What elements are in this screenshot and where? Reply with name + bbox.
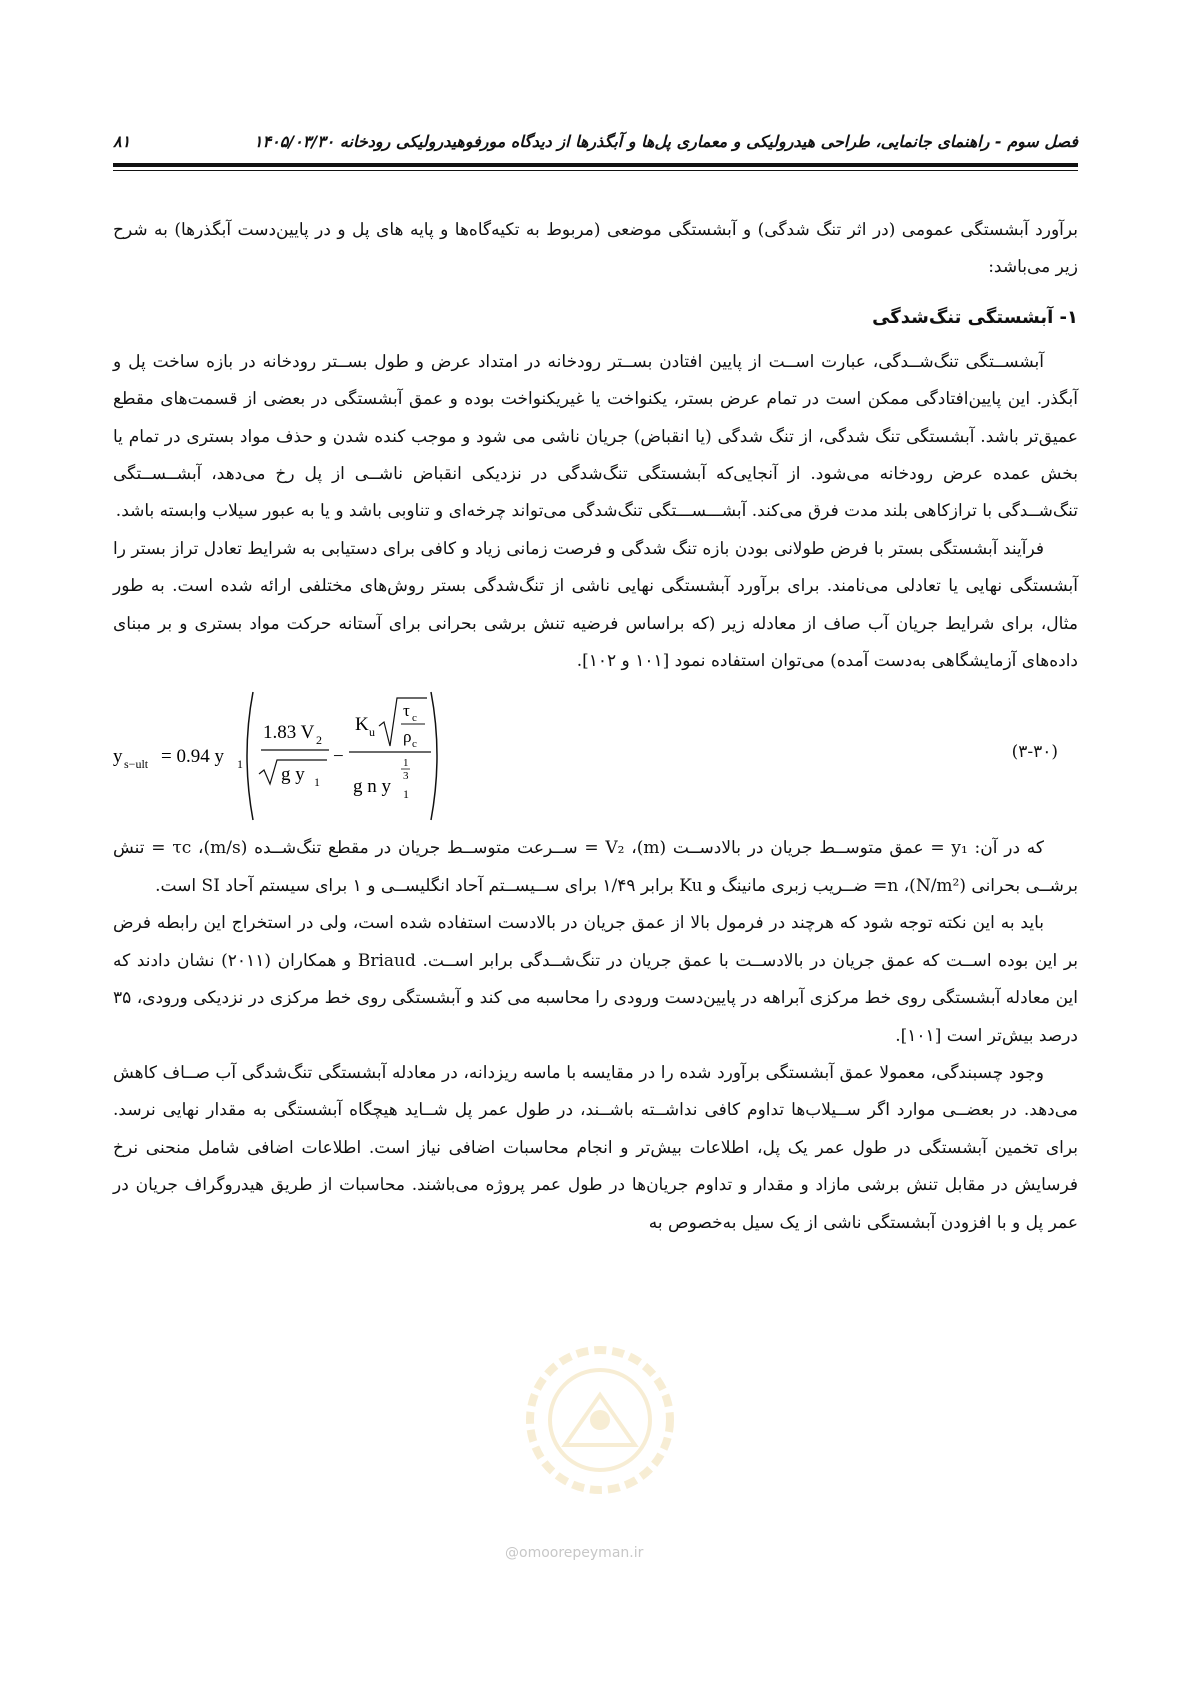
- page-number: ۸۱: [113, 132, 131, 151]
- equation-formula: [113, 680, 1078, 830]
- header-rule-thin: [113, 170, 1078, 171]
- eq-t1-den-sub: 1: [314, 775, 320, 790]
- paragraph-4: وجود چسبندگی، معمولا عمق آبشستگی برآورد شده را در مقایسه با ماسه ریزدانه، در معادله آبشستگی تنگ‌شدگی آب صــاف کاهش می‌دهد. در بعضــی موارد اگر ســیلاب‌ها تداوم کافی نداشــته باشــند، در طول عمر پل شــاید هیچگاه آبشستگی به مقدار نهایی نرسد. برای تخمین آبشستگی در طول عمر یک پل، اطلاعات بیش‌تر و انجام محاسبات اضافی نیاز است. اطلاعات اضافی شامل منحنی نرخ فرسایش در مقابل تنش برشی مازاد و مقدار و تداوم جریان‌ها در طول عمر پروژه می‌باشند. محاسبات از طریق هیدروگراف جریان در عمر پل و با افزودن آبشستگی ناشی از یک سیل به‌خصوص به: [113, 1062, 1078, 1233]
- eq-exp-den: 3: [403, 770, 409, 783]
- eq-coef: = 0.94 y: [161, 746, 224, 768]
- definitions-paragraph: که در آن: y₁ = عمق متوســط جریان در بالادســت (m)، V₂ = ســرعت متوســط جریان در مقطع تنگ‌شــده (m/s)، τc = تنش برشــی بحرانی (N/m²)، n= ضــریب زبری مانینگ و Ku برابر ۱/۴۹ برای ســیســتم آحاد انگلیســی و ۱ برای سیستم آحاد SI است.: [113, 838, 1078, 896]
- page-header: [113, 126, 1078, 166]
- eq-minus: −: [333, 746, 344, 768]
- eq-t2-num-sub: u: [369, 725, 375, 740]
- eq-t2-num: K: [355, 714, 369, 736]
- left-paren: [247, 692, 253, 820]
- equation-number: (۳-۳۰): [1011, 742, 1058, 763]
- eq-y1-sub: 1: [237, 757, 243, 772]
- eq-rho-sub: c: [412, 738, 417, 751]
- eq-t1-num-sub: 2: [316, 733, 322, 748]
- watermark-text: @omoorepeyman.ir: [505, 1545, 644, 1561]
- eq-t2-den: g n y: [353, 776, 391, 798]
- chapter-title: فصل سوم - راهنمای جانمایی، طراحی هیدرولیکی و معماری پل‌ها و آبگذرها از دیدگاه مورفوهیدرولیکی رودخانه ۱۴۰۵/۰۳/۳۰: [253, 132, 1078, 151]
- eq-t1-num: 1.83 V: [263, 722, 315, 744]
- eq-tau-sub: c: [412, 712, 417, 725]
- paragraph-2: فرآیند آبشستگی بستر با فرض طولانی بودن بازه تنگ شدگی و فرصت زمانی زیاد و کافی برای دستیابی به شرایط تعادل تراز بستر را آبشستگی نهایی یا تعادلی می‌نامند. برای برآورد آبشستگی نهایی ناشی از تنگ‌شدگی بستر روش‌های مختلفی ارائه شده است. به طور مثال، برای شرایط جریان آب صاف از معادله زیر (که براساس فرضیه تنش برشی بحرانی برای آستانه حرکت مواد بستری و بر مبنای داده‌های آزمایشگاهی به‌دست آمده) می‌توان استفاده نمود [۱۰۱ و ۱۰۲].: [113, 538, 1078, 672]
- eq-t2-den-sub: 1: [403, 787, 409, 802]
- eq-lhs: y: [113, 746, 123, 768]
- paragraph-1: آبشســتگی تنگ‌شــدگی، عبارت اســت از پایین افتادن بســتر رودخانه در امتداد عرض و طول بســتر رودخانه در بازه ساخت پل و آبگذر. این پایین‌افتادگی ممکن است در تمام عرض بستر، یکنواخت یا غیریکنواخت بوده و عمق آبشستگی در بعضی از قسمت‌های مقطع عمیق‌تر باشد. آبشستگی تنگ شدگی، از تنگ شدگی (یا انقباض) جریان ناشی می شود و موجب کنده شدن و حذف مواد بستری در تمام یا بخش عمده عرض رودخانه می‌شود. از آنجایی‌که آبشستگی تنگ‌شدگی در نزدیکی انقباض ناشــی از پل رخ می‌دهد، آبشــســتگی تنگ‌شــدگی با ترازکاهی بلند مدت فرق می‌کند. آبشـــســـتگی تنگ‌شدگی می‌تواند چرخه‌ای و تناوبی باشد و یا به عبور سیلاب وابسته باشد.: [113, 351, 1078, 522]
- body-text: [113, 212, 1078, 1242]
- eq-tau: τ: [403, 701, 410, 721]
- eq-exp-num: 1: [403, 757, 409, 770]
- paragraph-3: باید به این نکته توجه شود که هرچند در فرمول بالا از عمق جریان در بالادست استفاده شده است، ولی در استخراج این رابطه فرض بر این بوده اســت که عمق جریان در بالادســت با عمق جریان در تنگ‌شــدگی برابر اســت. Briaud و همکاران (۲۰۱۱) نشان دادند که این معادله آبشستگی روی خط مرکزی آبراهه در پایین‌دست ورودی را محاسبه می کند و آبشستگی روی خط مرکزی در نزدیکی ورودی، ۳۵ درصد بیش‌تر است [۱۰۱].: [113, 913, 1078, 1046]
- eq-lhs-sub: s−ult: [124, 757, 149, 772]
- intro-paragraph: برآورد آبشستگی عمومی (در اثر تنگ شدگی) و آبشستگی موضعی (مربوط به تکیه‌گاه‌ها و پایه های پل و در پایین‌دست آبگذرها) به شرح زیر می‌باشد:: [113, 220, 1078, 278]
- eq-t1-den: g y: [281, 764, 305, 786]
- gear-emblem-icon: [500, 1340, 700, 1500]
- header-rule-thick: [113, 163, 1078, 167]
- section-heading: ۱- آبشستگی تنگ‌شدگی: [872, 306, 1078, 328]
- right-paren: [431, 692, 437, 820]
- eq-rho: ρ: [403, 727, 412, 747]
- equation-block: [113, 680, 1078, 830]
